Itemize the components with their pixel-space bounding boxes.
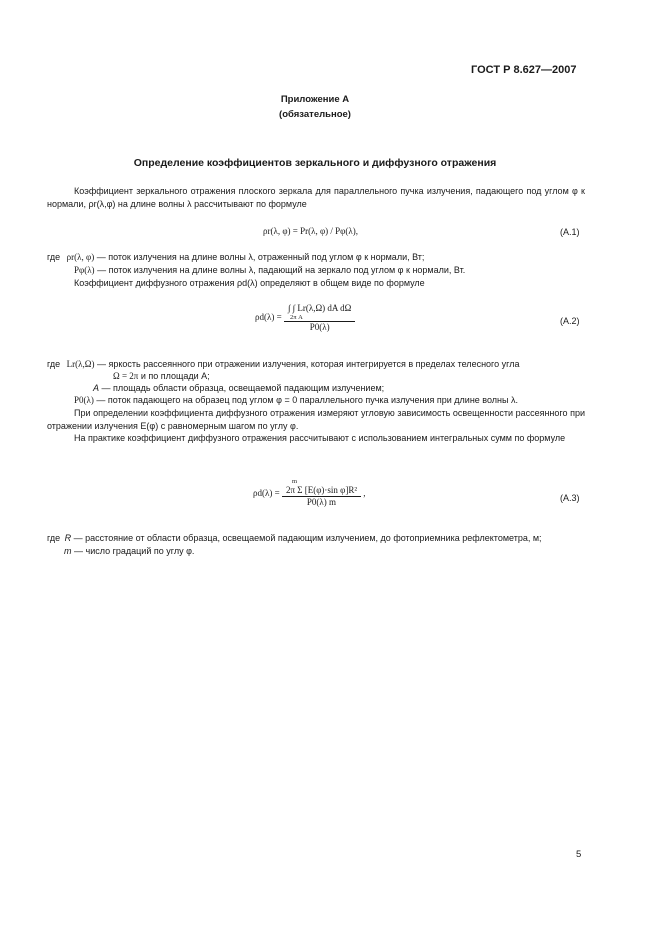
section-title: Определение коэффициентов зеркального и диффузного отражения [133,157,497,169]
paragraph-diffuse: Коэффициент диффузного отражения ρd(λ) определяют в общем виде по формуле [74,278,425,288]
equation-a1: ρr(λ, φ) = Pr(λ, φ) / Pφ(λ), [263,226,358,236]
where-item-1: где ρr(λ, φ) — поток излучения на длине волны λ, отраженный под углом φ к нормали, Вт; [47,252,425,262]
where-item-8: m — число градаций по углу φ. [64,546,195,556]
page-number: 5 [576,849,582,860]
appendix-status: (обязательное) [279,109,351,120]
document-id: ГОСТ Р 8.627—2007 [471,64,577,76]
where-item-6: P0(λ) — поток падающего на образец под углом φ = 0 параллельного пучка излучения при длине волны λ. [74,395,518,405]
paragraph-specular: Коэффициент зеркального отражения плоского зеркала для параллельного пучка излучения, падающего под углом φ к нормали, ρr(λ,φ) на длине волны λ рассчитывают по формуле [47,186,585,209]
appendix-title: Приложение А [280,94,350,105]
paragraph-practice: На практике коэффициент диффузного отражения рассчитывают с использованием интегральных сумм по формуле [74,433,566,443]
where-item-7: где R — расстояние от области образца, освещаемой падающим излучением, до фотоприемника рефлектометра, м; [47,533,542,543]
equation-a1-number: (А.1) [560,227,580,237]
equation-a3-number: (А.3) [560,493,580,503]
where-item-3: где Lr(λ,Ω) — яркость рассеянного при отражении излучения, которая интегрируется в пределах телесного угла [47,359,520,369]
where-item-2: Pφ(λ) — поток излучения на длине волны λ, падающий на зеркало под углом φ к нормали, Вт. [74,265,466,275]
where-item-5: A — площадь области образца, освещаемой падающим излучением; [93,383,385,393]
equation-a2: ρd(λ) = ∫ ∫ Lr(λ,Ω) dA dΩ 2π A P0(λ) [255,302,355,332]
paragraph-measurement: При определении коэффициента диффузного отражения измеряют угловую зависимость освещенности рассеянного при отражении излучения E(φ) с равномерным шагом по углу φ. [47,408,585,431]
equation-a3: ρd(λ) = m 2π Σ [E(φ)·sin φ]R² P0(λ) m , [253,478,366,507]
where-item-4: Ω = 2π и по площади A; [113,371,210,381]
equation-a2-number: (А.2) [560,316,580,326]
